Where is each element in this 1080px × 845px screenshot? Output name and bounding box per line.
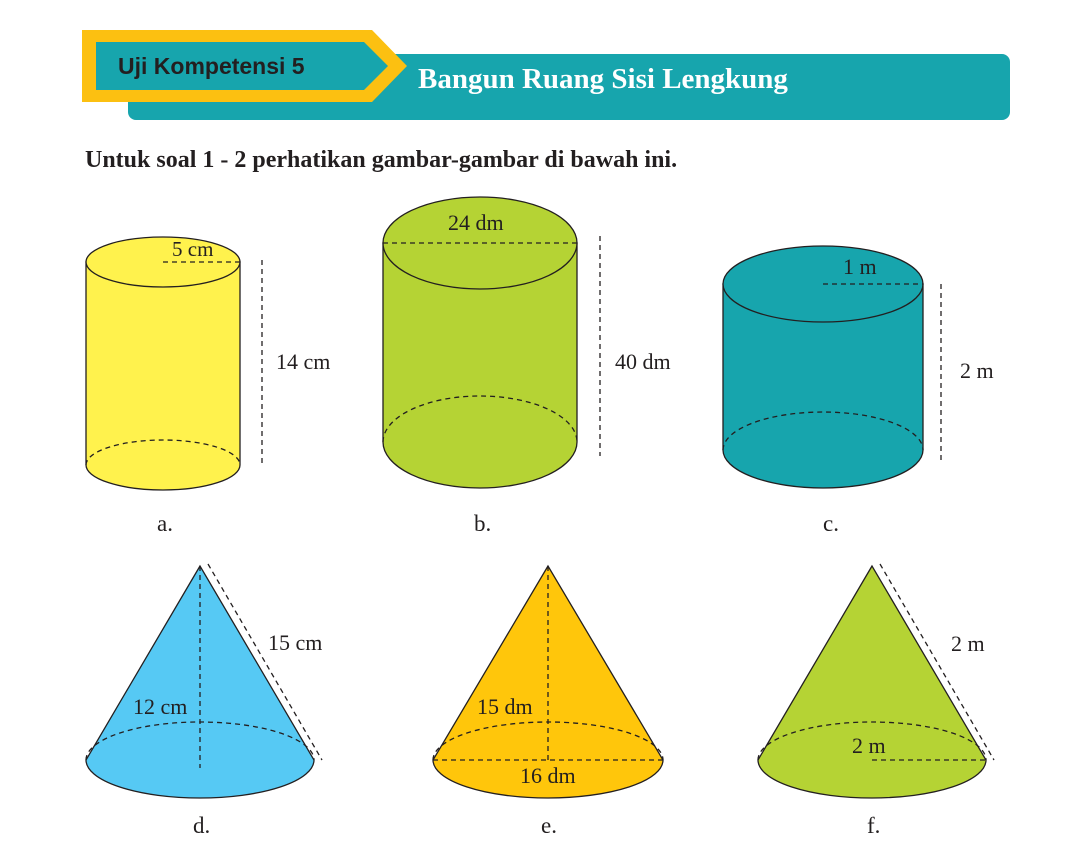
chapter-title: Bangun Ruang Sisi Lengkung bbox=[418, 63, 788, 95]
figure-c-letter: c. bbox=[823, 511, 839, 536]
figure-a-radius-label: 5 cm bbox=[172, 237, 214, 261]
figure-a-height-label: 14 cm bbox=[276, 349, 331, 374]
figure-d-letter: d. bbox=[193, 813, 211, 838]
figure-a-cylinder bbox=[86, 237, 330, 536]
figure-f-letter: f. bbox=[867, 813, 881, 838]
figure-d-cone bbox=[86, 564, 322, 838]
figure-f-slant-label: 2 m bbox=[951, 631, 985, 656]
figure-b-cylinder bbox=[383, 197, 671, 536]
figure-c-radius-label: 1 m bbox=[843, 254, 877, 279]
figure-e-cone bbox=[433, 566, 663, 838]
figure-e-letter: e. bbox=[541, 813, 557, 838]
figure-c-cylinder bbox=[723, 246, 994, 536]
figure-b-letter: b. bbox=[474, 511, 492, 536]
figure-d-height-label: 12 cm bbox=[133, 694, 188, 719]
instruction-text: Untuk soal 1 - 2 perhatikan gambar-gambar di bawah ini. bbox=[85, 147, 678, 173]
figure-b-height-label: 40 dm bbox=[615, 349, 671, 374]
figure-f-cone bbox=[758, 564, 994, 838]
figure-e-diameter-label: 16 dm bbox=[520, 763, 576, 788]
section-tag-label: Uji Kompetensi 5 bbox=[118, 53, 305, 79]
figure-f-radius-label: 2 m bbox=[852, 733, 886, 758]
figure-c-height-label: 2 m bbox=[960, 358, 994, 383]
figure-d-slant-label: 15 cm bbox=[268, 630, 323, 655]
figure-e-height-label: 15 dm bbox=[477, 694, 533, 719]
figure-a-letter: a. bbox=[157, 511, 173, 536]
figure-b-diameter-label: 24 dm bbox=[448, 210, 504, 235]
